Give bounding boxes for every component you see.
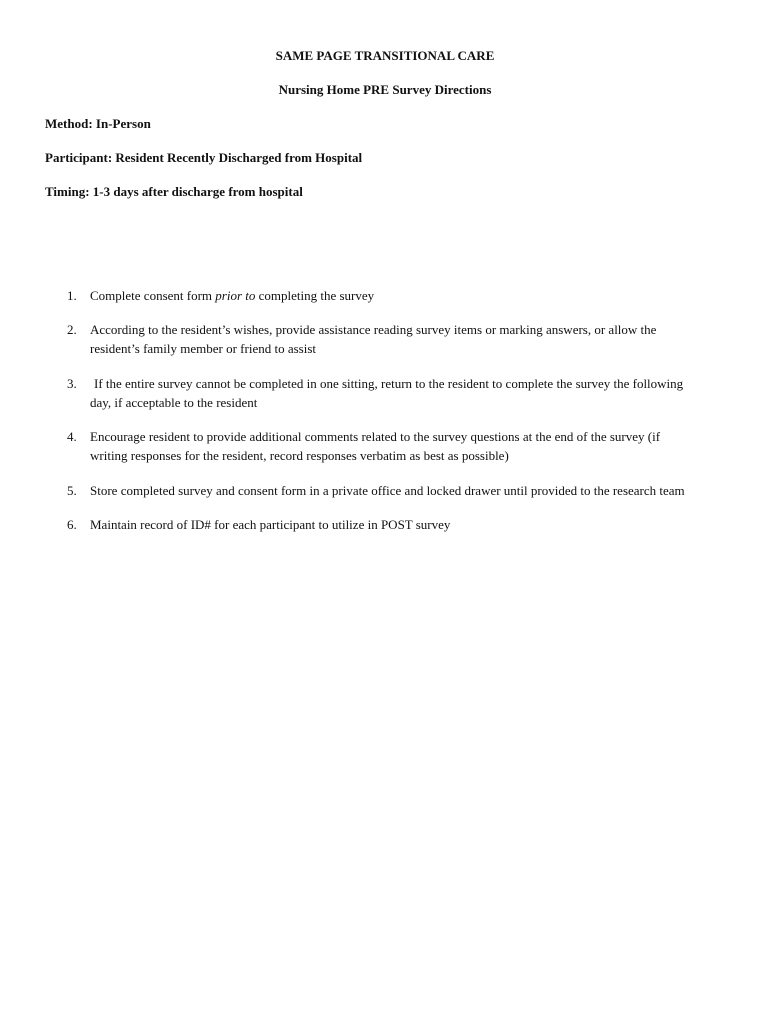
list-item-text-part: Complete consent form xyxy=(90,288,216,303)
list-item-number: 6. xyxy=(67,517,77,532)
list-item-number: 4. xyxy=(67,429,77,444)
list-item-text xyxy=(90,427,740,465)
document-subtitle: Nursing Home PRE Survey Directions xyxy=(278,82,492,97)
list-item-text: Store completed survey and consent form in a private office and locked drawer until provided to the research team xyxy=(90,483,685,498)
list-item-number: 1. xyxy=(67,288,77,303)
list-item-number: 5. xyxy=(67,483,77,498)
list-item-text xyxy=(90,286,740,305)
list-item-number: 2. xyxy=(67,322,77,337)
list-item-line: According to the resident’s wishes, provide assistance reading survey items or marking answers, or allow the xyxy=(90,322,657,337)
list-item-text-part: completing the survey xyxy=(255,288,375,303)
list-item-text xyxy=(90,374,740,412)
list-item-line: resident’s family member or friend to assist xyxy=(90,341,317,356)
document-title: SAME PAGE TRANSITIONAL CARE xyxy=(275,48,495,63)
list-item-line: Encourage resident to provide additional comments related to the survey questions at the end of the survey (if xyxy=(90,429,661,444)
list-item-emphasis: prior to xyxy=(215,288,256,303)
timing-line: Timing: 1-3 days after discharge from hospital xyxy=(45,184,303,199)
list-item-text xyxy=(90,320,740,358)
list-item-line: If the entire survey cannot be completed in one sitting, return to the resident to complete the survey the following xyxy=(94,376,684,391)
method-line: Method: In-Person xyxy=(45,116,151,131)
participant-line: Participant: Resident Recently Discharged from Hospital xyxy=(45,150,363,165)
list-item-text: Maintain record of ID# for each participant to utilize in POST survey xyxy=(90,517,451,532)
list-item-line: writing responses for the resident, record responses verbatim as best as possible) xyxy=(90,448,509,463)
list-item-number: 3. xyxy=(67,376,77,391)
list-item-line: day, if acceptable to the resident xyxy=(90,395,258,410)
